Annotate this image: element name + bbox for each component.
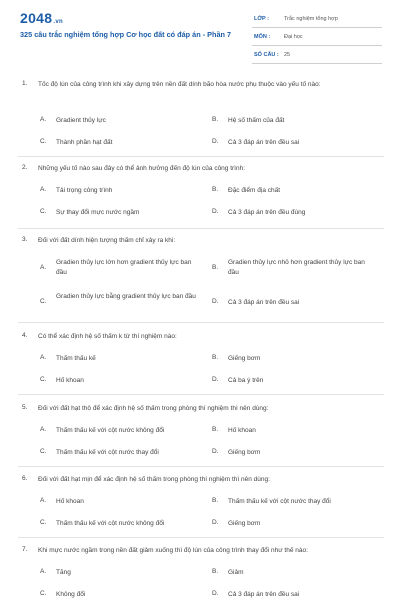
option-text: Hố khoan — [56, 498, 84, 505]
question-divider — [18, 394, 384, 395]
meta-label: MÔN : — [254, 34, 271, 40]
option-letter: D. — [212, 376, 219, 383]
meta-row-count — [252, 48, 382, 64]
option-text: Sự thay đổi mực nước ngầm — [56, 209, 140, 216]
option-letter: A. — [40, 354, 47, 361]
meta-value: 25 — [284, 52, 291, 58]
option-letter: C. — [40, 208, 47, 215]
option-letter: C. — [40, 448, 47, 455]
option-letter: D. — [212, 519, 219, 526]
question-text: Đối với đất hạt thô để xác định hệ số thấm trong phòng thí nghiệm thì nên dùng: — [38, 405, 269, 412]
option-text: Tải trọng công trình — [56, 187, 113, 194]
option-letter: D. — [212, 448, 219, 455]
option-letter: B. — [212, 568, 219, 575]
option-text: Gradien thủy lực bằng gradient thủy lực ban đầu — [56, 293, 196, 300]
option-letter: C. — [40, 519, 47, 526]
option-text: Giếng bơm — [228, 520, 261, 527]
option-letter: A. — [40, 186, 47, 193]
option-text: Gradien thủy lực nhỏ hơn gradient thủy lực ban đầu — [228, 259, 365, 276]
question-text: Có thể xác định hệ số thấm k từ thí nghiệm nào: — [38, 333, 177, 340]
option-text: Cả 3 đáp án trên đều sai — [228, 591, 300, 598]
option-letter: A. — [40, 568, 47, 575]
meta-value: Trắc nghiệm tổng hợp — [284, 16, 338, 22]
document-header — [0, 0, 400, 66]
option-letter: B. — [212, 426, 219, 433]
question-number: 2. — [22, 164, 28, 171]
option-text: Hố khoan — [228, 427, 256, 434]
question-text: Đối với đất dính hiện tượng thấm chỉ xảy ra khi: — [38, 237, 176, 244]
option-letter: D. — [212, 138, 219, 145]
question-divider — [18, 466, 384, 467]
question-number: 1. — [22, 80, 28, 87]
site-logo[interactable] — [20, 10, 63, 26]
option-text: Cả 3 đáp án trên đều sai — [228, 299, 300, 306]
question-divider — [18, 156, 384, 157]
option-text: Cả 3 đáp án trên đều đúng — [228, 209, 306, 216]
option-letter: B. — [212, 186, 219, 193]
meta-row-class — [252, 12, 382, 28]
question-text: Những yếu tố nào sau đây có thể ảnh hưởng đến độ lún của công trình: — [38, 165, 246, 172]
option-letter: A. — [40, 426, 47, 433]
option-letter: A. — [40, 264, 47, 271]
question-divider — [18, 537, 384, 538]
question-number: 3. — [22, 236, 28, 243]
option-letter: A. — [40, 497, 47, 504]
option-letter: C. — [40, 138, 47, 145]
option-letter: D. — [212, 298, 219, 305]
logo-suffix: .vn — [53, 19, 63, 25]
option-letter: C. — [40, 376, 47, 383]
question-number: 7. — [22, 546, 28, 553]
question-number: 5. — [22, 404, 28, 411]
option-text: Giảm — [228, 569, 244, 576]
meta-row-subject — [252, 30, 382, 46]
option-letter: D. — [212, 208, 219, 215]
option-text: Thấm thấu kế với cột nước không đổi — [56, 427, 165, 434]
option-text: Tăng — [56, 569, 71, 576]
option-text: Thấm thấu kế với cột nước thay đổi — [56, 449, 159, 456]
question-text: Đối với đất hạt mịn để xác định hệ số thấm trong phòng thí nghiệm thì nên dùng: — [38, 476, 270, 483]
option-letter: B. — [212, 497, 219, 504]
option-letter: C. — [40, 590, 47, 597]
logo-text: 2048 — [20, 10, 53, 26]
option-text: Gradien thủy lực lớn hơn gradient thủy lực ban đầu — [56, 259, 192, 276]
option-text: Giếng bơm — [228, 449, 261, 456]
option-letter: C. — [40, 298, 47, 305]
option-text: Thấm thấu kế — [56, 355, 96, 362]
option-text: Gradient thủy lực — [56, 117, 106, 124]
option-letter: D. — [212, 590, 219, 597]
question-divider — [18, 228, 384, 229]
question-text: Tốc độ lún của công trình khi xây dựng trên nền đất dính bão hòa nước phụ thuộc vào yếu tố nào: — [38, 81, 321, 88]
option-text: Thấm thấu kế với cột nước thay đổi — [228, 498, 331, 505]
option-text: Thấm thấu kế với cột nước không đổi — [56, 520, 165, 527]
option-text: Hố khoan — [56, 377, 84, 384]
question-divider — [18, 322, 384, 323]
option-letter: B. — [212, 116, 219, 123]
option-text: Hệ số thấm của đất — [228, 117, 285, 124]
meta-info — [252, 12, 382, 66]
option-letter: B. — [212, 354, 219, 361]
meta-label: LỚP : — [254, 16, 269, 22]
option-letter: A. — [40, 116, 47, 123]
document-title: 325 câu trắc nghiệm tổng hợp Cơ học đất có đáp án - Phần 7 — [20, 30, 232, 39]
option-text: Giếng bơm — [228, 355, 261, 362]
question-number: 6. — [22, 475, 28, 482]
meta-label: SỐ CÂU : — [254, 52, 279, 58]
option-text: Không đổi — [56, 591, 86, 598]
question-text: Khi mực nước ngầm trong nền đất giảm xuống thì độ lún của công trình thay đổi như thế nào: — [38, 547, 308, 554]
option-text: Cả ba ý trên — [228, 377, 264, 384]
option-letter: B. — [212, 264, 219, 271]
meta-value: Đại học — [284, 34, 303, 40]
option-text: Thành phần hạt đất — [56, 139, 113, 146]
option-text: Đặc điểm địa chất — [228, 187, 281, 194]
question-number: 4. — [22, 332, 28, 339]
option-text: Cả 3 đáp án trên đều sai — [228, 139, 300, 146]
